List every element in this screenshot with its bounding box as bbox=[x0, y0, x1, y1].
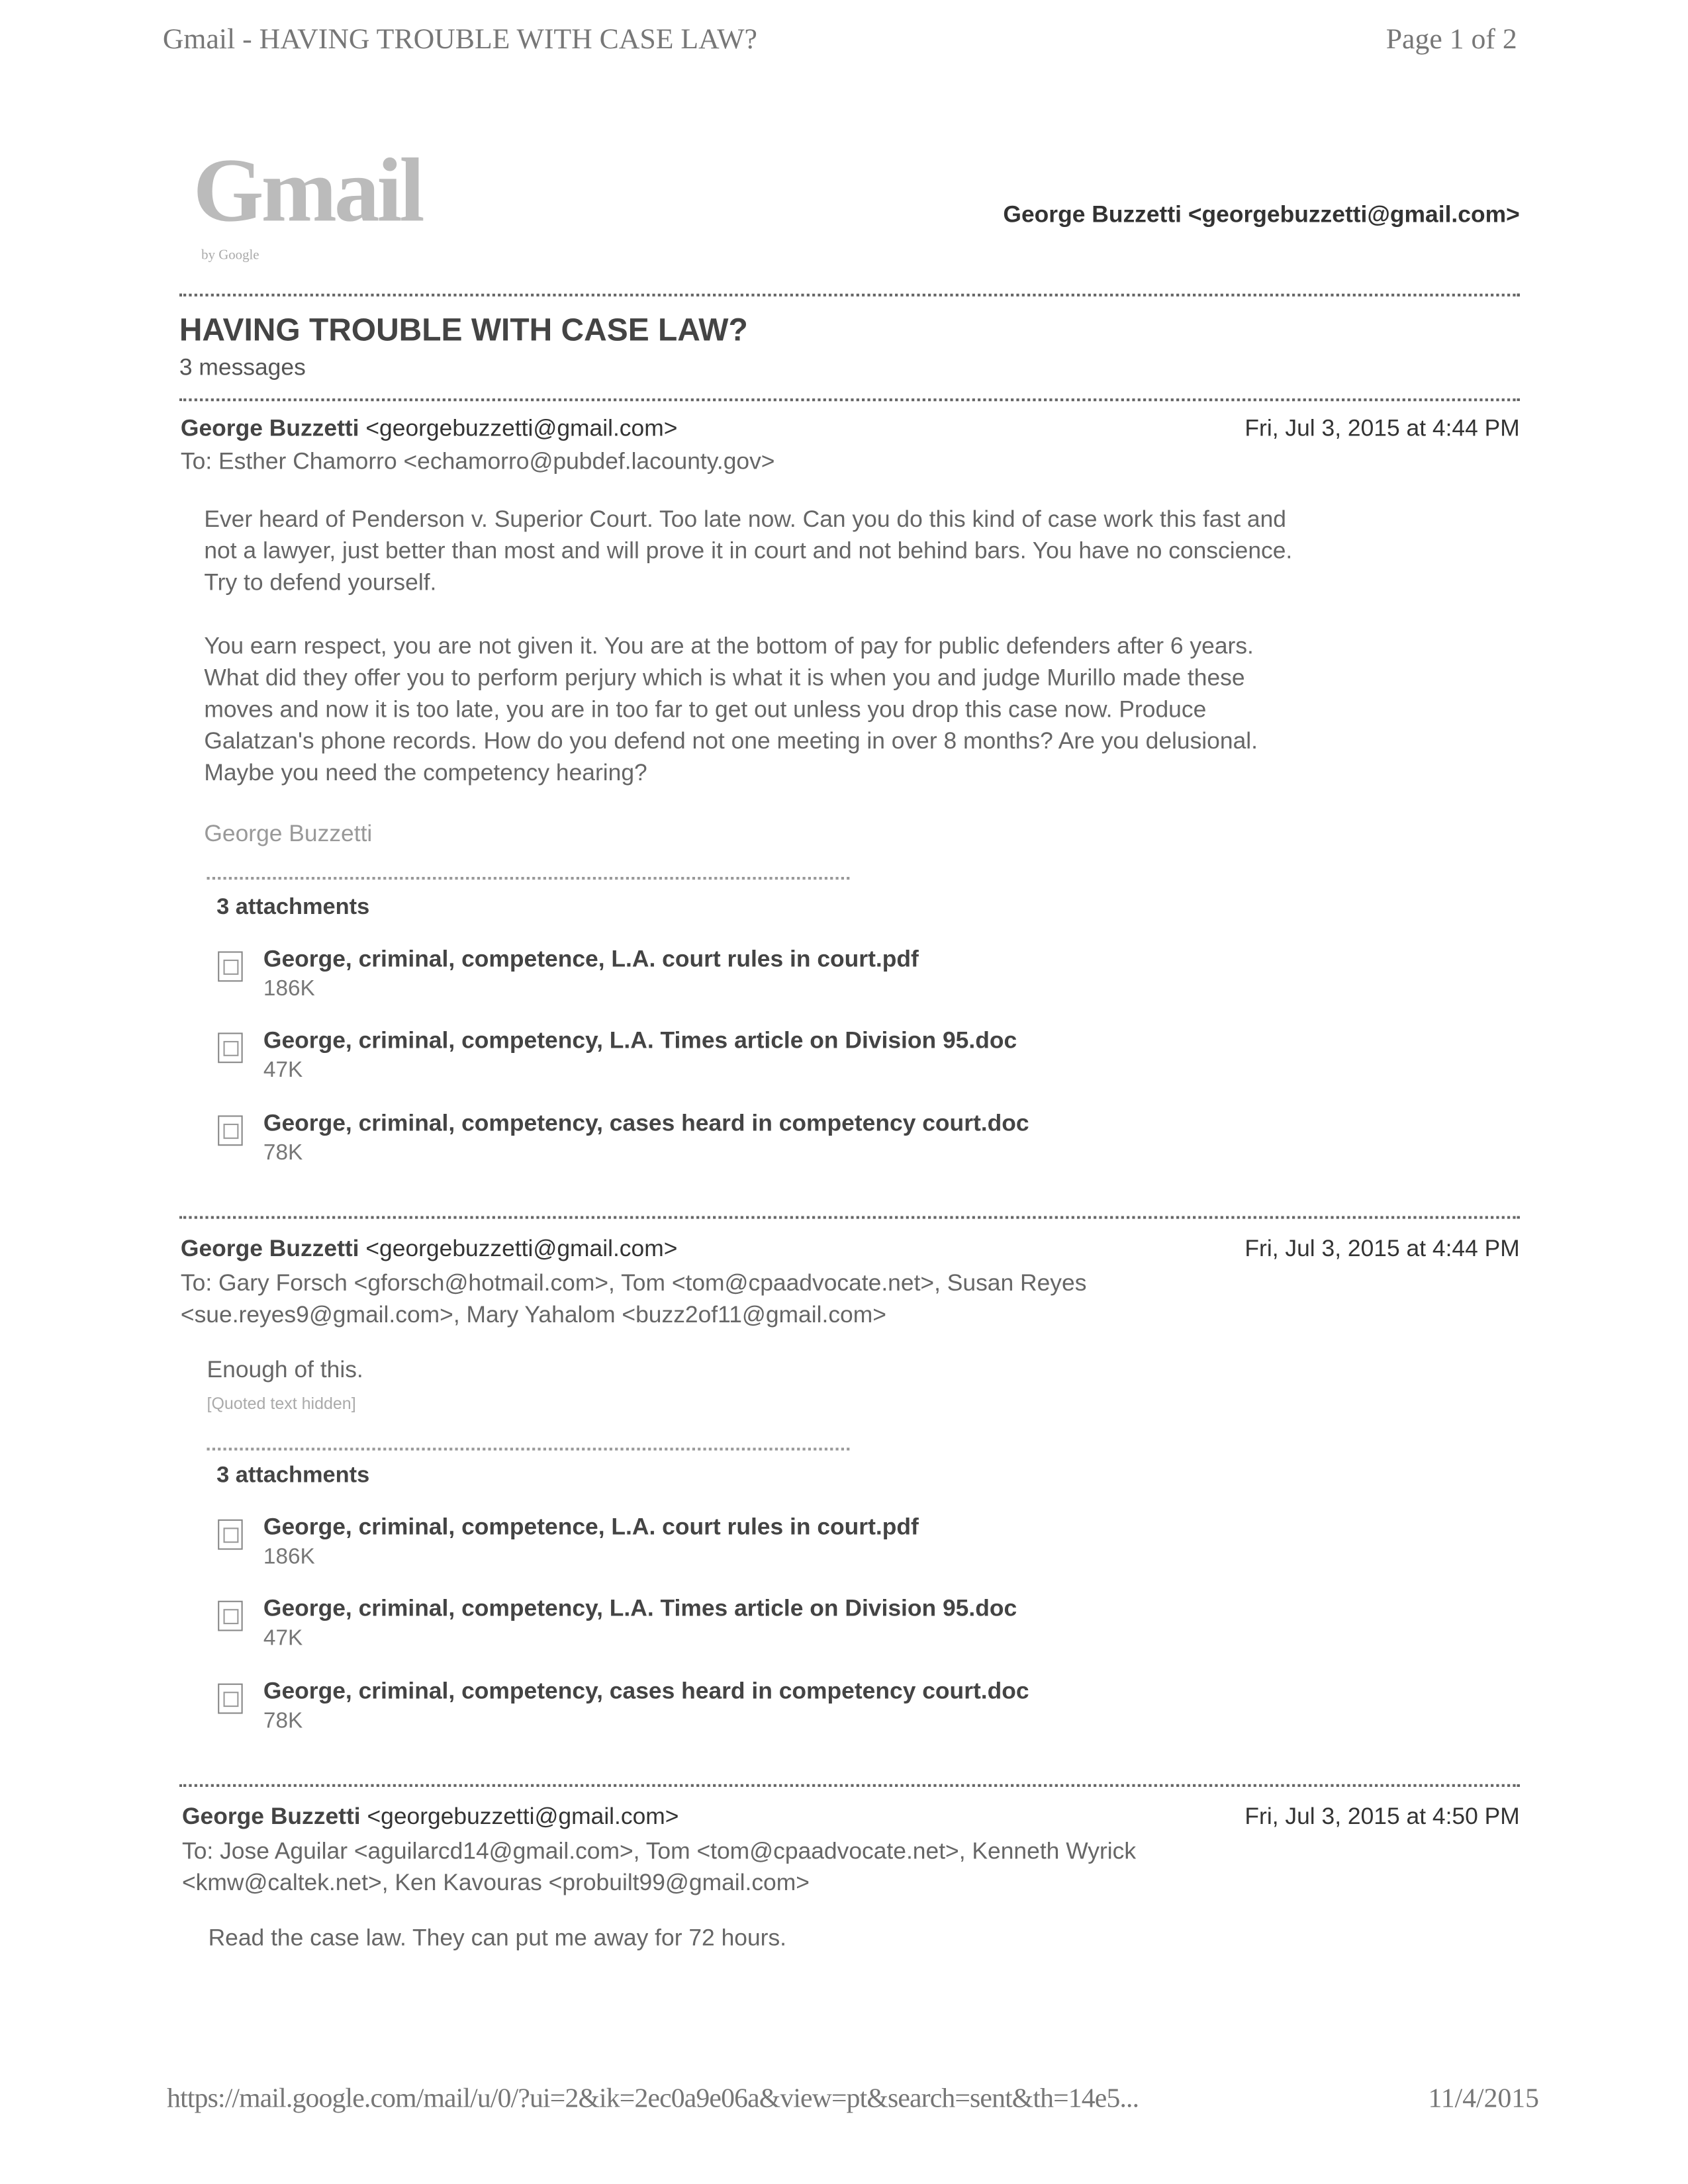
message-body: Enough of this. bbox=[207, 1356, 363, 1383]
attachments-label: 3 attachments bbox=[216, 895, 370, 920]
message-count: 3 messages bbox=[179, 354, 306, 381]
message-date: Fri, Jul 3, 2015 at 4:44 PM bbox=[1244, 415, 1520, 441]
quoted-text-hidden[interactable]: [Quoted text hidden] bbox=[207, 1394, 356, 1414]
recipients: To: Jose Aguilar <aguilarcd14@gmail.com>, Tom <tom@cpaadvocate.net>, Kenneth Wyrick <kmw@caltek.net>, Ken Kavouras <probuilt99@gmail.com> bbox=[181, 1838, 1137, 1896]
divider bbox=[179, 398, 1520, 401]
message-body: Read the case law. They can put me away for 72 hours. bbox=[208, 1925, 787, 1951]
divider bbox=[207, 877, 849, 880]
account-label: George Buzzetti <georgebuzzetti@gmail.com> bbox=[1003, 201, 1520, 228]
printed-email-page: Gmail - HAVING TROUBLE WITH CASE LAW? Page 1 of 2 Gmail by Google George Buzzetti <georgebuzzetti@gmail.com> HAVING TROUBLE WITH CASE LAW? 3 messages George Buzzetti <georgebuzzetti@gmail.com> Fri, Jul 3, 2015 at 4:44 PM To: Esther Chamorro <echamorro@pubdef.lacounty.gov> Ever heard of Penderson v. Superior Court. Too late now. Can you do this kind of case work this fast and not a lawyer, just better than most and will prove it in court and not behind bars. You have no conscience. Try to defend yourself. You earn respect, you are not given it. You are at the bottom of pay for public defenders after 6 years. What did they offer you to perform perjury which is what it is when you and judge Murillo made these moves and now it is too late, you are in too far to get out unless you drop this case now. Produce Galatzan's phone records. How do you defend not one meeting in over 8 months? Are you delusional. Maybe you need the competency hearing? George Buzzetti 3 attachments George, criminal, competence, L.A. court rules in court.pdf 186K George, criminal, competency, L.A. Times article on Division 95.doc 47K George, criminal, competency, cases heard in competency court.doc 78K George Buzzetti <georgebuzzetti@gmail.com> Fri, Jul 3, 2015 at 4:44 PM To: Gary Forsch <gforsch@hotmail.com>, Tom <tom@cpaadvocate.net>, Susan Reyes <sue.reyes9@gmail.com>, Mary Yahalom <buzz2of11@gmail.com> Enough of this. [Quoted text hidden] 3 attachments George, criminal, competence, L.A. court rules in court.pdf 186K George, criminal, competency, L.A. Times article on Division 95.doc 47K George, criminal, competency, cases heard in competency court.doc 78K George Buzzetti <georgebuzzetti@gmail.com> Fri, Jul 3, 2015 at 4:50 PM To: Jose Aguilar <aguilarcd14@gmail.com>, Tom <tom@cpaadvocate.net>, Kenneth Wyrick <kmw@caltek.net>, Ken Kavouras <probuilt99@gmail.com> Read the case law. They can put me away for 72 hours. https://mail.google.com/mail/u/0/?ui=2&ik=2ec0a9e06a&view=pt&search=sent&th=14e5... 11/4/2015 bbox=[0, 0, 1688, 2184]
sender: George Buzzetti <georgebuzzetti@gmail.com> bbox=[180, 1235, 678, 1262]
recipients: To: Esther Chamorro <echamorro@pubdef.lacounty.gov> bbox=[180, 448, 775, 475]
thread-subject: HAVING TROUBLE WITH CASE LAW? bbox=[179, 311, 748, 347]
pdf-file-icon bbox=[218, 951, 242, 981]
pdf-file-icon bbox=[218, 1520, 242, 1550]
message-date: Fri, Jul 3, 2015 at 4:50 PM bbox=[1244, 1803, 1520, 1830]
doc-file-icon bbox=[218, 1684, 242, 1714]
divider bbox=[179, 1784, 1520, 1787]
recipients: To: Gary Forsch <gforsch@hotmail.com>, Tom <tom@cpaadvocate.net>, Susan Reyes <sue.reyes9@gmail.com>, Mary Yahalom <buzz2of11@gmail.com> bbox=[180, 1269, 1087, 1328]
print-header-title: Gmail - HAVING TROUBLE WITH CASE LAW? bbox=[162, 22, 757, 56]
doc-file-icon bbox=[218, 1601, 242, 1631]
divider bbox=[179, 1216, 1520, 1218]
message-body: Ever heard of Penderson v. Superior Court. Too late now. Can you do this kind of case work this fast and not a lawyer, just better than most and will prove it in court and not behind bars. You have no conscience. Try to defend yourself. You earn respect, you are not given it. You are at the bottom of pay for public defenders after 6 years. What did they offer you to perform perjury which is what it is when you and judge Murillo made these moves and now it is too late, you are in too far to get out unless you drop this case now. Produce Galatzan's phone records. How do you defend not one meeting in over 8 months? Are you delusional. Maybe you need the competency hearing? bbox=[204, 506, 1293, 786]
doc-file-icon bbox=[218, 1115, 242, 1146]
sender: George Buzzetti <georgebuzzetti@gmail.com> bbox=[180, 415, 678, 441]
divider bbox=[179, 294, 1520, 296]
gmail-logo: Gmail by Google bbox=[193, 140, 422, 263]
print-footer bbox=[167, 2083, 1539, 2115]
sender: George Buzzetti <georgebuzzetti@gmail.com> bbox=[181, 1803, 679, 1830]
signature: George Buzzetti bbox=[204, 820, 373, 847]
print-footer-date: 11/4/2015 bbox=[1428, 2083, 1539, 2114]
print-footer-url: https://mail.google.com/mail/u/0/?ui=2&ik=2ec0a9e06a&view=pt&search=sent&th=14e5... bbox=[167, 2083, 1139, 2114]
attachments-label: 3 attachments bbox=[216, 1463, 370, 1488]
message-date: Fri, Jul 3, 2015 at 4:44 PM bbox=[1244, 1235, 1520, 1262]
print-page-number: Page 1 of 2 bbox=[1385, 22, 1517, 56]
doc-file-icon bbox=[218, 1032, 242, 1063]
divider bbox=[207, 1447, 849, 1450]
